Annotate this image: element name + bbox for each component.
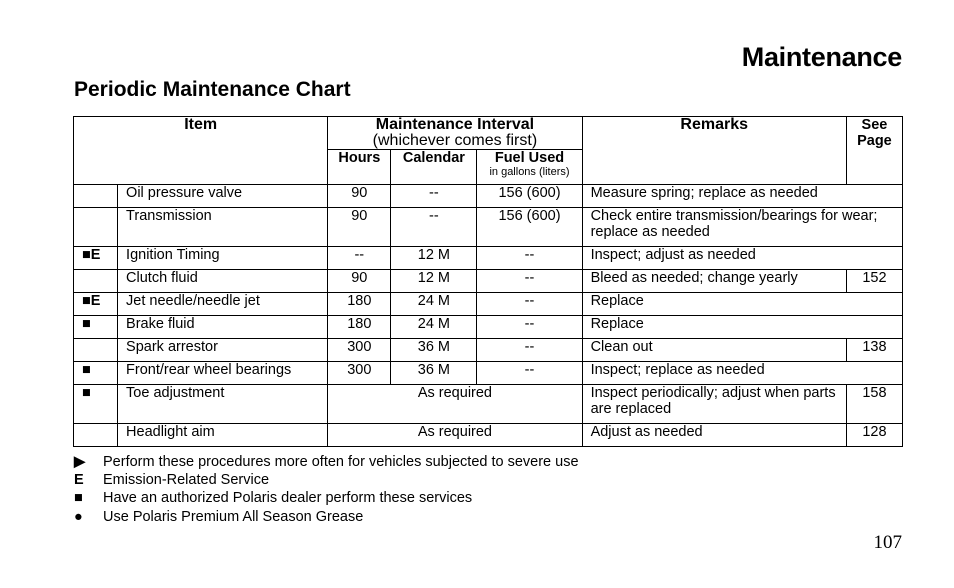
- header-hours: Hours: [328, 150, 391, 185]
- row-mark: [74, 208, 118, 247]
- legend-text: Perform these procedures more often for vehicles subjected to severe use: [103, 454, 579, 470]
- row-calendar: --: [391, 208, 477, 247]
- row-fuel: --: [477, 270, 582, 293]
- row-mark: ■: [74, 385, 118, 424]
- row-page: 152: [846, 270, 902, 293]
- header-fuel-label: Fuel Used: [494, 150, 565, 166]
- row-item: Toe adjustment: [118, 385, 328, 424]
- header-see-label: See: [861, 117, 888, 133]
- row-fuel: --: [477, 316, 582, 339]
- row-item: Brake fluid: [118, 316, 328, 339]
- row-calendar: 12 M: [391, 270, 477, 293]
- table-row: [74, 385, 903, 424]
- row-fuel: --: [477, 293, 582, 316]
- row-mark: ■E: [74, 293, 118, 316]
- row-item: Oil pressure valve: [118, 185, 328, 208]
- row-fuel: 156 (600): [477, 208, 582, 247]
- header-interval-label: Maintenance Interval: [375, 116, 535, 133]
- legend-text: Have an authorized Polaris dealer perform these services: [103, 490, 473, 507]
- row-page: 158: [846, 385, 902, 424]
- table-row: [74, 316, 903, 339]
- row-interval: As required: [328, 424, 582, 447]
- table-row: [74, 293, 903, 316]
- row-mark: [74, 270, 118, 293]
- legend: [74, 453, 579, 526]
- row-remarks: Replace: [582, 316, 902, 339]
- row-item: Transmission: [118, 208, 328, 247]
- row-calendar: 12 M: [391, 247, 477, 270]
- table-row: [74, 185, 903, 208]
- header-interval: [328, 117, 582, 150]
- row-fuel: --: [477, 339, 582, 362]
- row-calendar: 36 M: [391, 339, 477, 362]
- row-hours: 90: [328, 208, 391, 247]
- row-mark: [74, 339, 118, 362]
- page-number: 107: [873, 532, 902, 553]
- row-hours: --: [328, 247, 391, 270]
- row-remarks: Inspect; replace as needed: [582, 362, 902, 385]
- legend-item: [74, 471, 579, 489]
- row-interval: As required: [328, 385, 582, 424]
- triangle-icon: ▶: [74, 454, 86, 470]
- row-remarks: Bleed as needed; change yearly: [582, 270, 846, 293]
- row-calendar: 24 M: [391, 316, 477, 339]
- row-remarks: Inspect periodically; adjust when parts are replaced: [582, 385, 846, 424]
- row-remarks: Measure spring; replace as needed: [582, 185, 902, 208]
- chart-subtitle: Periodic Maintenance Chart: [74, 78, 351, 101]
- row-item: Ignition Timing: [118, 247, 328, 270]
- legend-item: [74, 489, 579, 507]
- table-row: [74, 362, 903, 385]
- header-item: Item: [74, 117, 328, 185]
- header-interval-sub: (whichever comes first): [372, 132, 538, 149]
- row-fuel: --: [477, 247, 582, 270]
- row-hours: 300: [328, 339, 391, 362]
- table-row: [74, 424, 903, 447]
- row-item: Clutch fluid: [118, 270, 328, 293]
- header-remarks: Remarks: [582, 117, 846, 185]
- dot-icon: ●: [74, 508, 83, 525]
- table-row: [74, 247, 903, 270]
- header-fuel-sub: in gallons (liters): [489, 166, 570, 178]
- row-hours: 90: [328, 270, 391, 293]
- row-remarks: Replace: [582, 293, 902, 316]
- table-row: [74, 339, 903, 362]
- emission-symbol: E: [74, 472, 84, 489]
- header-calendar: Calendar: [391, 150, 477, 185]
- row-remarks: Clean out: [582, 339, 846, 362]
- row-hours: 300: [328, 362, 391, 385]
- row-item: Spark arrestor: [118, 339, 328, 362]
- row-calendar: --: [391, 185, 477, 208]
- row-item: Jet needle/needle jet: [118, 293, 328, 316]
- legend-text: Emission-Related Service: [103, 472, 270, 489]
- row-fuel: 156 (600): [477, 185, 582, 208]
- legend-item: [74, 453, 579, 471]
- row-fuel: --: [477, 362, 582, 385]
- row-calendar: 36 M: [391, 362, 477, 385]
- header-see-page: [846, 117, 902, 185]
- page-title: Maintenance: [741, 42, 902, 72]
- row-hours: 90: [328, 185, 391, 208]
- legend-item: [74, 508, 579, 526]
- row-remarks: Inspect; adjust as needed: [582, 247, 902, 270]
- row-page: 138: [846, 339, 902, 362]
- row-mark: ■: [74, 362, 118, 385]
- header-page-label: Page: [857, 133, 892, 149]
- header-fuel-used: [477, 150, 582, 185]
- row-hours: 180: [328, 316, 391, 339]
- row-mark: [74, 424, 118, 447]
- square-icon: ■: [74, 490, 83, 507]
- table-row: [74, 270, 903, 293]
- row-item: Headlight aim: [118, 424, 328, 447]
- maintenance-table: [73, 116, 903, 447]
- row-item: Front/rear wheel bearings: [118, 362, 328, 385]
- row-mark: ■E: [74, 247, 118, 270]
- row-calendar: 24 M: [391, 293, 477, 316]
- row-remarks: Check entire transmission/bearings for wear; replace as needed: [582, 208, 902, 247]
- row-mark: [74, 185, 118, 208]
- row-mark: ■: [74, 316, 118, 339]
- row-hours: 180: [328, 293, 391, 316]
- table-row: [74, 208, 903, 247]
- legend-text: Use Polaris Premium All Season Grease: [103, 508, 364, 525]
- row-page: 128: [846, 424, 902, 447]
- row-remarks: Adjust as needed: [582, 424, 846, 447]
